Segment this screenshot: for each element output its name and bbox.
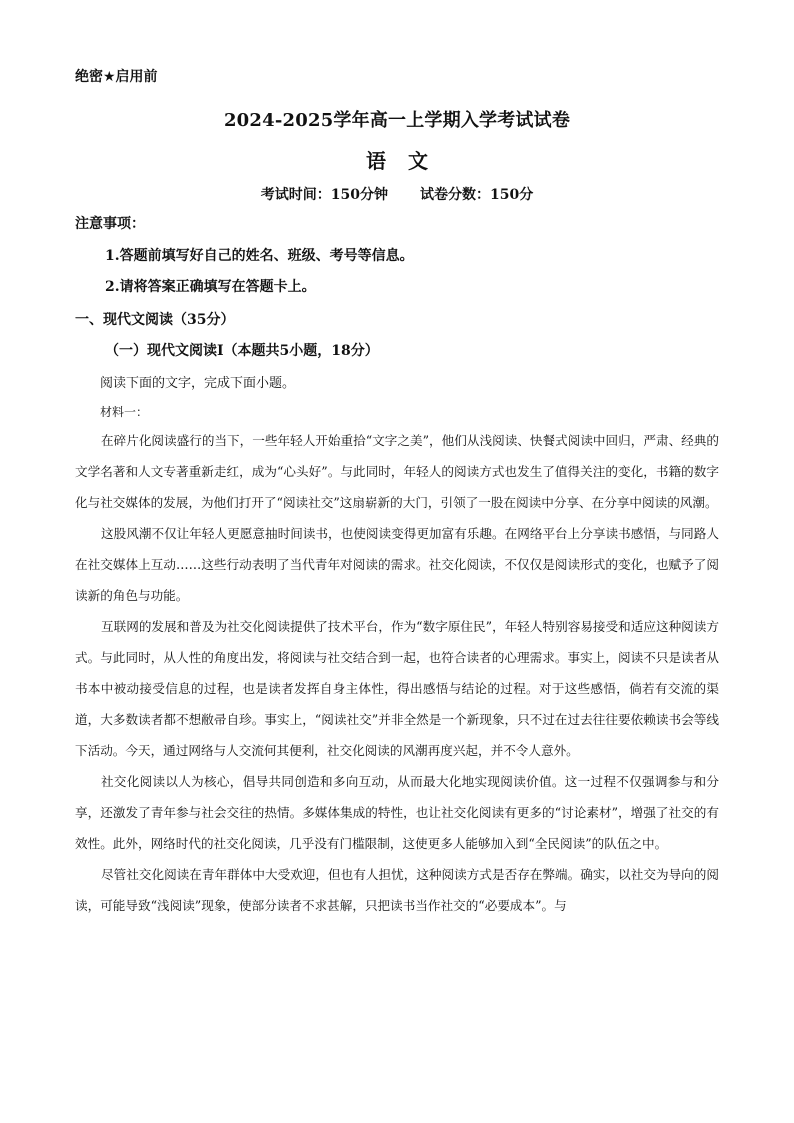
reading-instruction: 阅读下面的文字，完成下面小题。 — [100, 376, 296, 391]
subject-char-1: 语 — [366, 149, 386, 173]
passage-paragraph: 尽管社交化阅读在青年群体中大受欢迎，但也有人担忧，这种阅读方式是否存在弊端。确实，以社交为导向的阅读，可能导致“浅阅读”现象，使部分读者不求甚解，只把读书当作社交的“必要成本”。与 — [75, 867, 719, 913]
exam-score: 试卷分数：150分 — [420, 187, 534, 203]
subject-char-2: 文 — [408, 149, 428, 173]
passage-paragraph: 这股风潮不仅让年轻人更愿意抽时间读书，也使阅读变得更加富有乐趣。在网络平台上分享读书感悟，与同路人在社交媒体上互动……这些行动表明了当代青年对阅读的需求。社交化阅读，不仅仅是阅读形式的变化，也赋予了阅读新的角色与功能。 — [75, 526, 719, 603]
material-label: 材料一： — [100, 405, 149, 419]
notice-item: 2.请将答案正确填写在答题卡上。 — [105, 279, 316, 295]
passage-body — [75, 425, 719, 921]
exam-title: 2024-2025学年高一上学期入学考试试卷 — [223, 110, 571, 131]
confidential-mark: 绝密★启用前 — [75, 69, 158, 85]
subsection-title: （一）现代文阅读Ⅰ（本题共5小题，18分） — [105, 343, 379, 359]
passage-paragraph: 在碎片化阅读盛行的当下，一些年轻人开始重拾“文字之美”，他们从浅阅读、快餐式阅读中回归，严肃、经典的文学名著和人文专著重新走红，成为“心头好”。与此同时，年轻人的阅读方式也发生了值得关注的变化，书籍的数字化与社交媒体的发展，为他们打开了“阅读社交”这扇崭新的大门，引领了一股在阅读中分享、在分享中阅读的风潮。 — [75, 433, 719, 510]
notice-heading: 注意事项： — [75, 216, 145, 232]
passage-paragraph: 社交化阅读以人为核心，倡导共同创造和多向互动，从而最大化地实现阅读价值。这一过程不仅强调参与和分享，还激发了青年参与社会交往的热情。多媒体集成的特性，也让社交化阅读有更多的“讨论素材”，增强了社交的有效性。此外，网络时代的社交化阅读，几乎没有门槛限制，这使更多人能够加入到“全民阅读”的队伍之中。 — [75, 774, 719, 851]
exam-info — [0, 184, 794, 204]
notice-item: 1.答题前填写好自己的姓名、班级、考号等信息。 — [105, 248, 414, 264]
passage-paragraph: 互联网的发展和普及为社交化阅读提供了技术平台，作为“数字原住民”，年轻人特别容易接受和适应这种阅读方式。与此同时，从人性的角度出发，将阅读与社交结合到一起，也符合读者的心理需求。事实上，阅读不只是读者从书本中被动接受信息的过程，也是读者发挥自身主体性，得出感悟与结论的过程。对于这些感悟，倘若有交流的渠道，大多数读者都不想敝帚自珍。事实上，“阅读社交”并非全然是一个新现象，只不过在过去往往要依赖读书会等线下活动。今天，通过网络与人交流何其便利，社交化阅读的风潮再度兴起，并不令人意外。 — [75, 619, 719, 758]
subject-title — [0, 145, 794, 174]
exam-time: 考试时间：150分钟 — [260, 187, 388, 203]
section-title: 一、现代文阅读（35分） — [75, 312, 235, 328]
